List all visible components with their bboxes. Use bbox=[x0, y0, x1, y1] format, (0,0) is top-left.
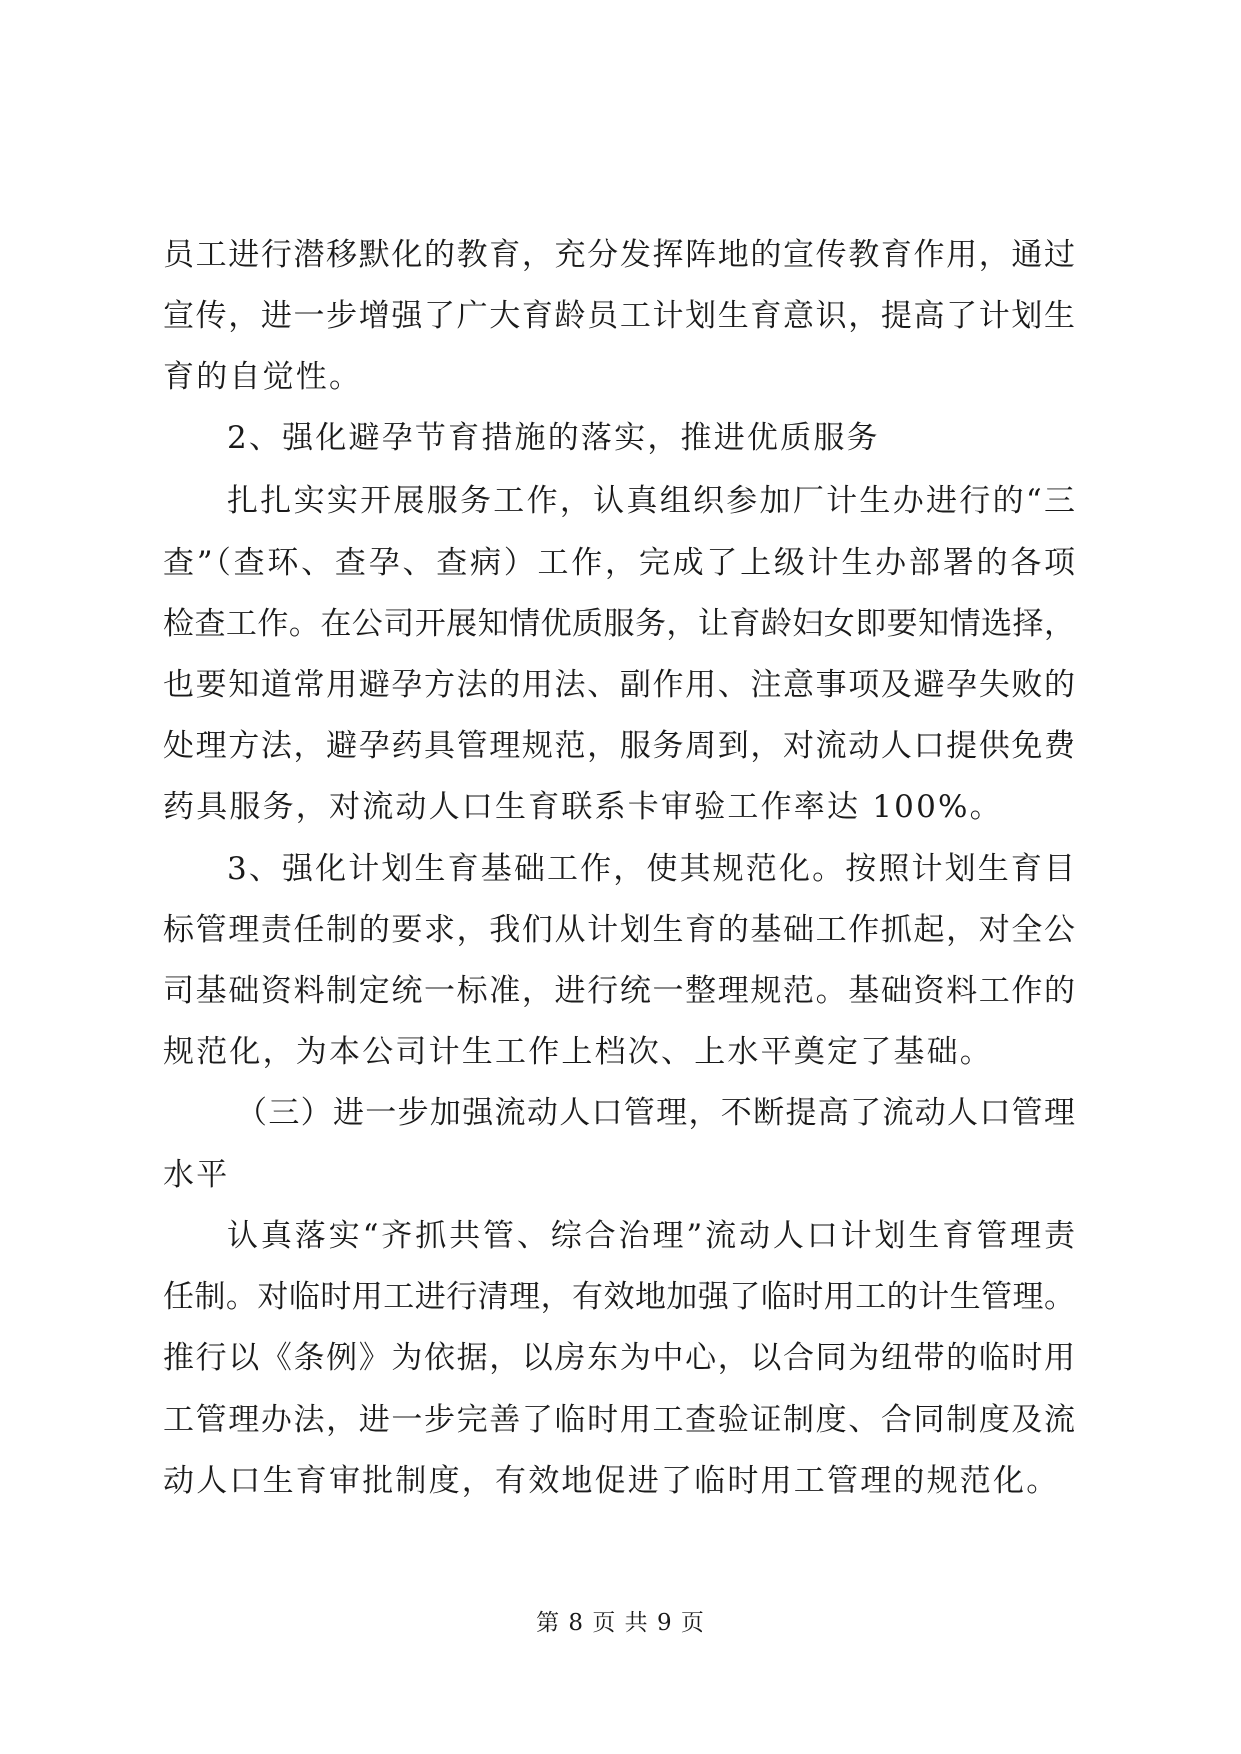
paragraph-line: 规范化，为本公司计生工作上档次、上水平奠定了基础。 bbox=[163, 1034, 993, 1070]
paragraph-line: 工管理办法，进一步完善了临时用工查验证制度、合同制度及流 bbox=[163, 1402, 1075, 1438]
paragraph-line: 3、强化计划生育基础工作，使其规范化。按照计划生育目 bbox=[227, 851, 1075, 887]
paragraph-line: 查”（查环、查孕、查病）工作，完成了上级计生办部署的各项 bbox=[163, 545, 1075, 581]
paragraph-line: 员工进行潜移默化的教育，充分发挥阵地的宣传教育作用，通过 bbox=[163, 237, 1075, 273]
paragraph-line: 药具服务，对流动人口生育联系卡审验工作率达 100%。 bbox=[163, 789, 1003, 825]
paragraph-line: 任制。对临时用工进行清理，有效地加强了临时用工的计生管理。 bbox=[163, 1279, 1075, 1315]
paragraph-line: 扎扎实实开展服务工作，认真组织参加厂计生办进行的“三 bbox=[227, 483, 1075, 519]
paragraph-line: 认真落实“齐抓共管、综合治理”流动人口计划生育管理责 bbox=[227, 1218, 1075, 1254]
paragraph-line: 标管理责任制的要求，我们从计划生育的基础工作抓起，对全公 bbox=[163, 912, 1075, 948]
page-number-footer: 第 8 页 共 9 页 bbox=[536, 1610, 705, 1636]
paragraph-line: 检查工作。在公司开展知情优质服务，让育龄妇女即要知情选择， bbox=[163, 606, 1075, 642]
paragraph-line: 司基础资料制定统一标准，进行统一整理规范。基础资料工作的 bbox=[163, 973, 1075, 1009]
section-heading: 水平 bbox=[163, 1157, 230, 1193]
paragraph-line: 处理方法，避孕药具管理规范，服务周到，对流动人口提供免费 bbox=[163, 728, 1075, 764]
section-heading: （三）进一步加强流动人口管理，不断提高了流动人口管理 bbox=[236, 1095, 1075, 1131]
section-heading: 2、强化避孕节育措施的落实，推进优质服务 bbox=[227, 420, 880, 456]
paragraph-line: 宣传，进一步增强了广大育龄员工计划生育意识，提高了计划生 bbox=[163, 298, 1075, 334]
paragraph-line: 也要知道常用避孕方法的用法、副作用、注意事项及避孕失败的 bbox=[163, 667, 1075, 703]
paragraph-line: 育的自觉性。 bbox=[163, 359, 363, 395]
paragraph-line: 推行以《条例》为依据，以房东为中心，以合同为纽带的临时用 bbox=[163, 1340, 1075, 1376]
paragraph-line: 动人口生育审批制度，有效地促进了临时用工管理的规范化。 bbox=[163, 1463, 1060, 1499]
